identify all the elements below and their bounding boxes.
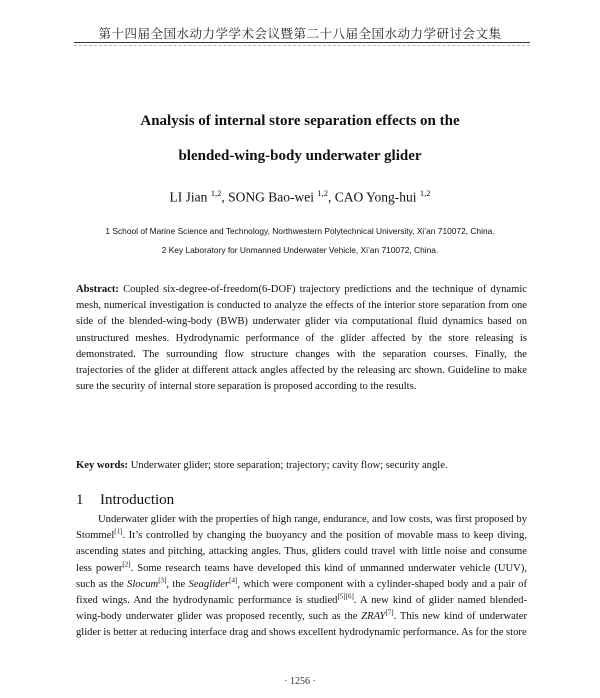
author-affiliation-mark: 1,2 bbox=[419, 188, 431, 198]
citation: [1] bbox=[114, 527, 123, 536]
citation: [7] bbox=[385, 608, 394, 617]
running-header: 第十四届全国水动力学学术会议暨第二十八届全国水动力学研讨会文集 bbox=[98, 27, 502, 41]
vehicle-name: ZRAY bbox=[361, 611, 386, 623]
intro-text: , which were component with a cylinder-shaped body and a pair of fixed wings. And the hydrodynamic performance is studied bbox=[76, 578, 527, 607]
affiliation-1: 1 School of Marine Science and Technology, Northwestern Polytechnical University, Xi’an 710072, China. bbox=[105, 226, 495, 236]
author-name: CAO Yong-hui bbox=[334, 189, 417, 205]
vehicle-name: Slocum bbox=[127, 578, 159, 590]
author-name: LI Jian bbox=[169, 189, 208, 205]
section-number: 1 bbox=[76, 492, 84, 508]
intro-text: . This new kind of underwater glider is better at reducing interface drag and shows excellent hydrodynamic performance. As for the store bbox=[76, 611, 527, 639]
citation: [4] bbox=[229, 576, 238, 585]
citation: [2] bbox=[122, 560, 131, 569]
paper-title-line-2: blended-wing-body underwater glider bbox=[178, 148, 422, 164]
intro-text: . Some research teams have developed this kind of unmanned underwater vehicle (UUV), such as the bbox=[76, 562, 527, 590]
citation: [3] bbox=[158, 576, 167, 585]
keywords-text: Underwater glider; store separation; trajectory; cavity flow; security angle. bbox=[130, 460, 448, 471]
page-number: · 1256 · bbox=[284, 676, 316, 687]
affiliation-2: 2 Key Laboratory for Unmanned Underwater Vehicle, Xi’an 710072, China. bbox=[161, 245, 439, 255]
author-affiliation-mark: 1,2 bbox=[210, 188, 222, 198]
vehicle-name: Seaglider bbox=[188, 578, 230, 590]
abstract-text: Coupled six-degree-of-freedom(6-DOF) trajectory predictions and the technique of dynamic mesh, numerical investigation is conducted to analyze the effects of the interior store separation from one side of the blended-wing-body (BWB) underwater glider via computational fluid dynamics based on unstructured meshes. Hydrodynamic performance of the glider affected by the store releasing is demonstrated. The surrounding flow structure changes with the separation courses. Finally, the trajectories of the glider at different attack angles affected by the releasing arc shown. Guideline to make sure the security of internal store separation is proposed according to the results. bbox=[76, 284, 527, 393]
keywords-label: Key words: bbox=[76, 460, 129, 471]
introduction-paragraph bbox=[76, 512, 527, 642]
intro-text: . It’s controlled by changing the buoyancy and the position of movable mass to keep diving, ascending states and pitching, attacking angles. Thus, gliders could travel with little noise and consume less power bbox=[76, 530, 527, 574]
abstract-label: Abstract: bbox=[76, 284, 119, 295]
intro-text: , the bbox=[166, 578, 189, 590]
author-name: SONG Bao-wei bbox=[228, 189, 314, 205]
author-list: LI Jian $^{1,2}$, SONG Bao-wei $^{1,2}$, CAO Yong-hui $^{1,2}$ bbox=[169, 188, 431, 205]
keywords bbox=[76, 458, 527, 474]
header-rule-dashed bbox=[74, 45, 530, 46]
intro-text: Underwater glider with the properties of high range, endurance, and low costs, was first proposed by Stommel bbox=[76, 514, 527, 542]
intro-text: . A new kind of glider named blended-wing-body underwater glider was proposed recently, such as the bbox=[76, 595, 527, 623]
section-heading bbox=[76, 492, 174, 509]
section-title: Introduction bbox=[100, 492, 175, 508]
author-affiliation-mark: 1,2 bbox=[317, 188, 328, 198]
citation: [5][6] bbox=[337, 592, 354, 601]
header-rule bbox=[74, 42, 530, 43]
paper-title-line-1: Analysis of internal store separation effects on the bbox=[140, 113, 460, 129]
abstract bbox=[76, 282, 527, 395]
